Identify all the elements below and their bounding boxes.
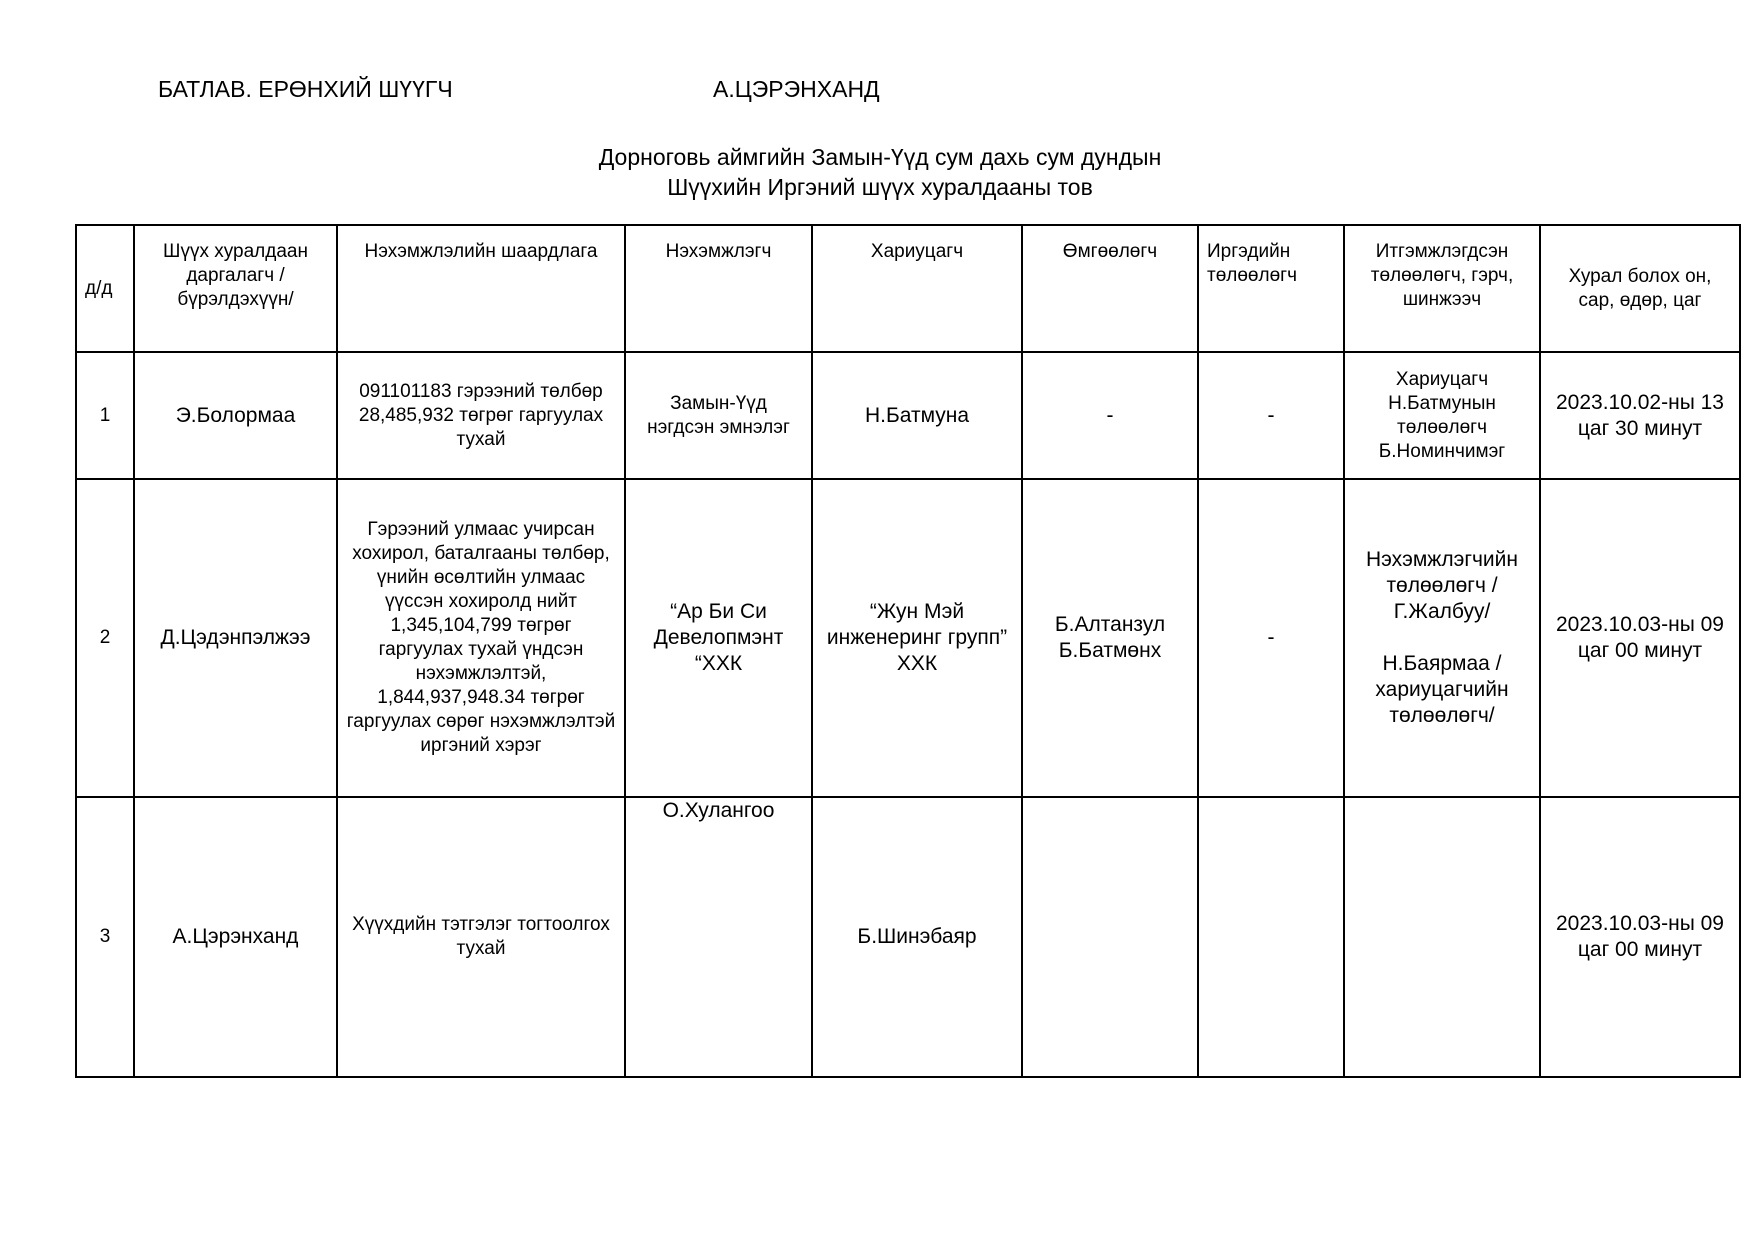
approver-name: А.ЦЭРЭНХАНД xyxy=(713,76,880,102)
header-defendant: Хариуцагч xyxy=(812,225,1022,352)
row-number: 2 xyxy=(76,479,134,797)
advocate: - xyxy=(1022,352,1198,479)
representative xyxy=(1344,797,1540,1077)
row-number: 1 xyxy=(76,352,134,479)
hearing-datetime: 2023.10.03-ны 09 цаг 00 минут xyxy=(1540,797,1740,1077)
plaintiff: “Ар Би Си Девелопмэнт “ХХК xyxy=(625,479,812,797)
defendant: “Жун Мэй инженеринг групп” ХХК xyxy=(812,479,1022,797)
table-row xyxy=(76,479,1740,797)
hearing-datetime: 2023.10.03-ны 09 цаг 00 минут xyxy=(1540,479,1740,797)
hearing-schedule-table xyxy=(75,224,1741,1078)
hearing-datetime: 2023.10.02-ны 13 цаг 30 минут xyxy=(1540,352,1740,479)
advocate: Б.Алтанзул Б.Батмөнх xyxy=(1022,479,1198,797)
title-line-1: Дорноговь аймгийн Замын-Үүд сум дахь сум дундын xyxy=(598,144,1162,170)
header-claim: Нэхэмжлэлийн шаардлага xyxy=(337,225,625,352)
header-advocate: Өмгөөлөгч xyxy=(1022,225,1198,352)
title-line-2: Шүүхийн Иргэний шүүх хуралдааны тов xyxy=(667,174,1093,200)
plaintiff: Замын-Үүд нэгдсэн эмнэлэг xyxy=(625,352,812,479)
advocate xyxy=(1022,797,1198,1077)
approval-label: БАТЛАВ. ЕРӨНХИЙ ШҮҮГЧ xyxy=(158,76,453,102)
header-presiding: Шүүх хуралдаан даргалагч /бүрэлдэхүүн/ xyxy=(134,225,337,352)
row-number: 3 xyxy=(76,797,134,1077)
representative: Нэхэмжлэгчийн төлөөлөгч /Г.Жалбуу/ Н.Баярмаа /хариуцагчийн төлөөлөгч/ xyxy=(1344,479,1540,797)
table-row xyxy=(76,352,1740,479)
claim: Гэрээний улмаас учирсан хохирол, баталгааны төлбөр, үнийн өсөлтийн улмаас үүссэн хохиролд нийт 1,345,104,799 төгрөг гаргуулах тухай үндсэн нэхэмжлэлтэй, 1,844,937,948.34 төгрөг гаргуулах сөрөг нэхэмжлэлтэй иргэний хэрэг xyxy=(337,479,625,797)
plaintiff: О.Хулангоо xyxy=(625,797,812,1077)
citizen-rep: - xyxy=(1198,479,1344,797)
representative: Хариуцагч Н.Батмунын төлөөлөгч Б.Номинчимэг xyxy=(1344,352,1540,479)
defendant: Н.Батмуна xyxy=(812,352,1022,479)
defendant: Б.Шинэбаяр xyxy=(812,797,1022,1077)
claim: 091101183 гэрээний төлбөр 28,485,932 төгрөг гаргуулах тухай xyxy=(337,352,625,479)
presiding-judge: А.Цэрэнханд xyxy=(134,797,337,1077)
header-plaintiff: Нэхэмжлэгч xyxy=(625,225,812,352)
presiding-judge: Э.Болормаа xyxy=(134,352,337,479)
table-header-row xyxy=(76,225,1740,352)
citizen-rep: - xyxy=(1198,352,1344,479)
header-datetime: Хурал болох он, сар, өдөр, цаг xyxy=(1540,225,1740,352)
header-number: д/д xyxy=(76,225,134,352)
table-row xyxy=(76,797,1740,1077)
claim: Хүүхдийн тэтгэлэг тогтоолгох тухай xyxy=(337,797,625,1077)
document-title xyxy=(0,142,1754,202)
presiding-judge: Д.Цэдэнпэлжээ xyxy=(134,479,337,797)
citizen-rep xyxy=(1198,797,1344,1077)
header-citizen-rep: Иргэдийн төлөөлөгч xyxy=(1198,225,1344,352)
header-representative: Итгэмжлэгдсэн төлөөлөгч, гэрч, шинжээч xyxy=(1344,225,1540,352)
